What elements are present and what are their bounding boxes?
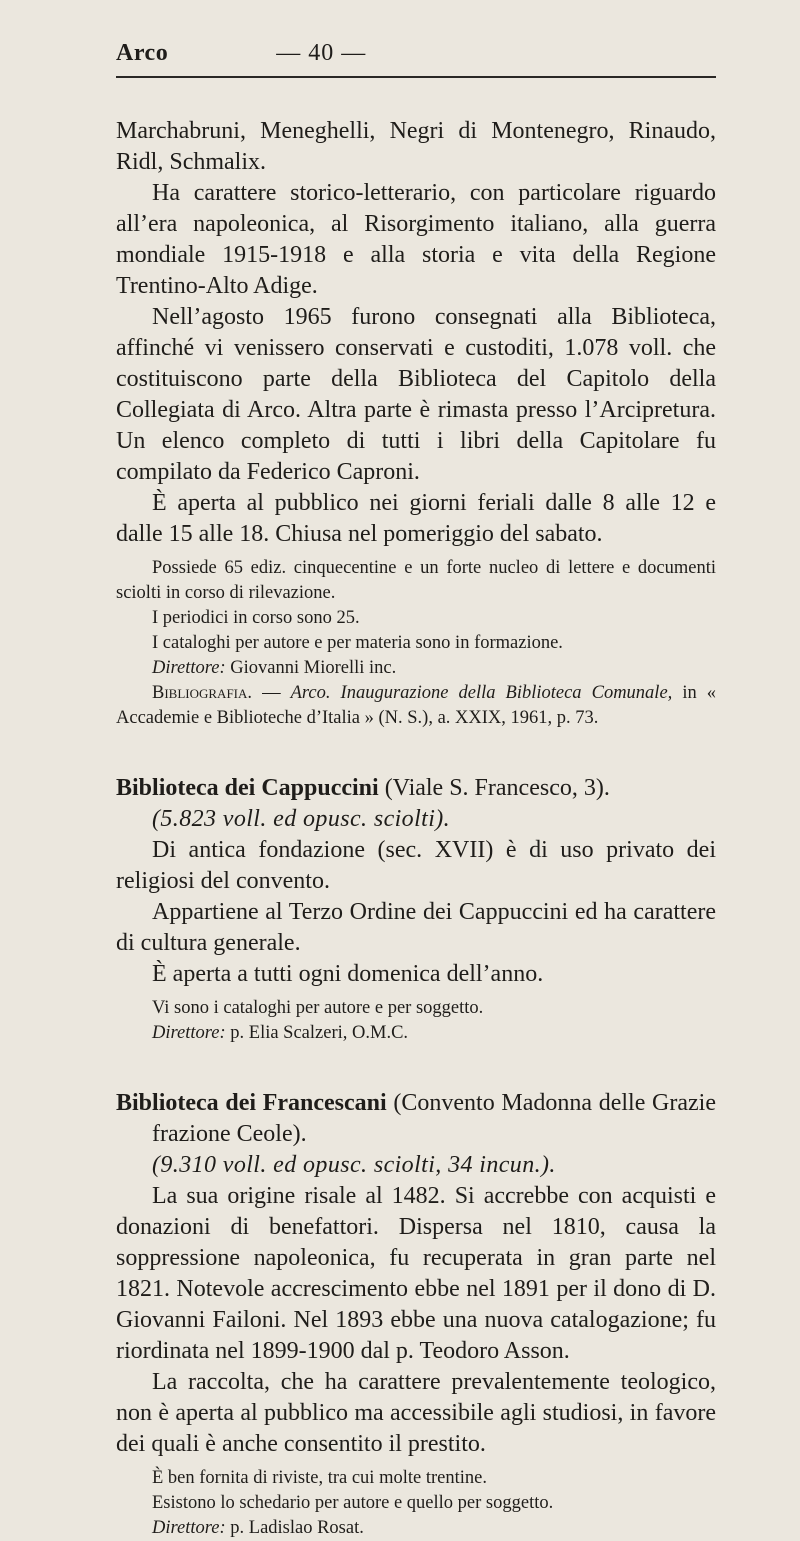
entry-note-2: Esistono lo schedario per autore e quello per soggetto.: [152, 1493, 554, 1513]
entry-title: Biblioteca dei Cappuccini: [116, 775, 379, 801]
entry-francescani: [116, 1088, 716, 1541]
intro-note-3: I cataloghi per autore e per materia sono in formazione.: [152, 633, 563, 653]
entry-cappuccini: [116, 773, 716, 1046]
director-label: Direttore:: [152, 658, 226, 678]
bibliography-title: Arco. Inaugurazione della Biblioteca Comunale,: [290, 683, 673, 703]
entry-note-1: Vi sono i cataloghi per autore e per soggetto.: [152, 998, 484, 1018]
intro-director: [116, 656, 716, 681]
entry-paragraph-2: Appartiene al Terzo Ordine dei Cappuccini ed ha carattere di cultura generale.: [116, 899, 716, 956]
continuation-text: Marchabruni, Meneghelli, Negri di Montenegro, Rinaudo, Ridl, Schmalix.: [116, 118, 716, 175]
intro-paragraph-2: Nell’agosto 1965 furono consegnati alla Biblioteca, affinché vi venissero conservati e custoditi, 1.078 voll. che costituiscono parte della Biblioteca del Capitolo della Collegiata di Arco. Altra parte è rimasta presso l’Arcipretura. Un elenco completo di tutti i libri della Capitolare fu compilato da Federico Caproni.: [116, 304, 716, 485]
entry-paragraph-3: È aperta a tutti ogni domenica dell’anno.: [152, 961, 544, 987]
running-head-place: Arco: [116, 40, 169, 66]
entry-address: (Viale S. Francesco, 3).: [378, 775, 610, 801]
entry-paragraph-1: Di antica fondazione (sec. XVII) è di uso privato dei religiosi del convento.: [116, 837, 716, 894]
intro-bibliography: [116, 681, 716, 731]
intro-paragraph-3: È aperta al pubblico nei giorni feriali dalle 8 alle 12 e dalle 15 alle 18. Chiusa nel pomeriggio del sabato.: [116, 490, 716, 547]
director-label: Direttore:: [152, 1023, 226, 1043]
entry-note-1: È ben fornita di riviste, tra cui molte trentine.: [152, 1468, 487, 1488]
intro-paragraph-1: Ha carattere storico-letterario, con particolare riguardo all’era napoleonica, al Risorgimento italiano, alla guerra mondiale 1915-1918 e alla storia e vita della Regione Trentino-Alto Adige.: [116, 180, 716, 299]
entry-holdings: (9.310 voll. ed opusc. sciolti, 34 incun.).: [152, 1152, 556, 1178]
entry-director: [116, 1021, 716, 1046]
header-rule: [116, 76, 716, 78]
entry-address: (Convento Madonna delle Grazie frazione Ceole).: [152, 1090, 717, 1147]
page-number: — 40 —: [276, 40, 367, 66]
intro-note-1: Possiede 65 ediz. cinquecentine e un forte nucleo di lettere e documenti sciolti in corso di rilevazione.: [116, 558, 716, 603]
bibliography-label: Bibliografia.: [152, 683, 253, 703]
bibliography-separator: —: [252, 683, 291, 703]
director-label: Direttore:: [152, 1518, 226, 1538]
director-name: p. Ladislao Rosat.: [225, 1518, 364, 1538]
bibliography-rest: in « Accademie e Biblioteche d’Italia » (N. S.), a. XXIX, 1961, p. 73.: [116, 683, 716, 728]
entry-heading: [116, 773, 716, 804]
director-name: Giovanni Miorelli inc.: [225, 658, 397, 678]
entry-title: Biblioteca dei Francescani: [116, 1090, 387, 1116]
intro-note-2: I periodici in corso sono 25.: [152, 608, 360, 628]
director-name: p. Elia Scalzeri, O.M.C.: [225, 1023, 409, 1043]
entry-paragraph-2: La raccolta, che ha carattere prevalentemente teologico, non è aperta al pubblico ma accessibile agli studiosi, in favore dei quali è anche consentito il prestito.: [116, 1369, 716, 1457]
book-page: [116, 40, 716, 1541]
entry-heading: [116, 1088, 716, 1150]
entry-holdings: (5.823 voll. ed opusc. sciolti).: [152, 806, 451, 832]
entry-paragraph-1: La sua origine risale al 1482. Si accrebbe con acquisti e donazioni di benefattori. Dispersa nel 1810, causa la soppressione napoleonica, fu recuperata in gran parte nel 1821. Notevole accrescimento ebbe nel 1891 per il dono di D. Giovanni Failoni. Nel 1893 ebbe una nuova catalogazione; fu riordinata nel 1899-1900 dal p. Teodoro Asson.: [116, 1183, 716, 1364]
entry-director: [116, 1516, 716, 1541]
running-head: [116, 40, 716, 72]
